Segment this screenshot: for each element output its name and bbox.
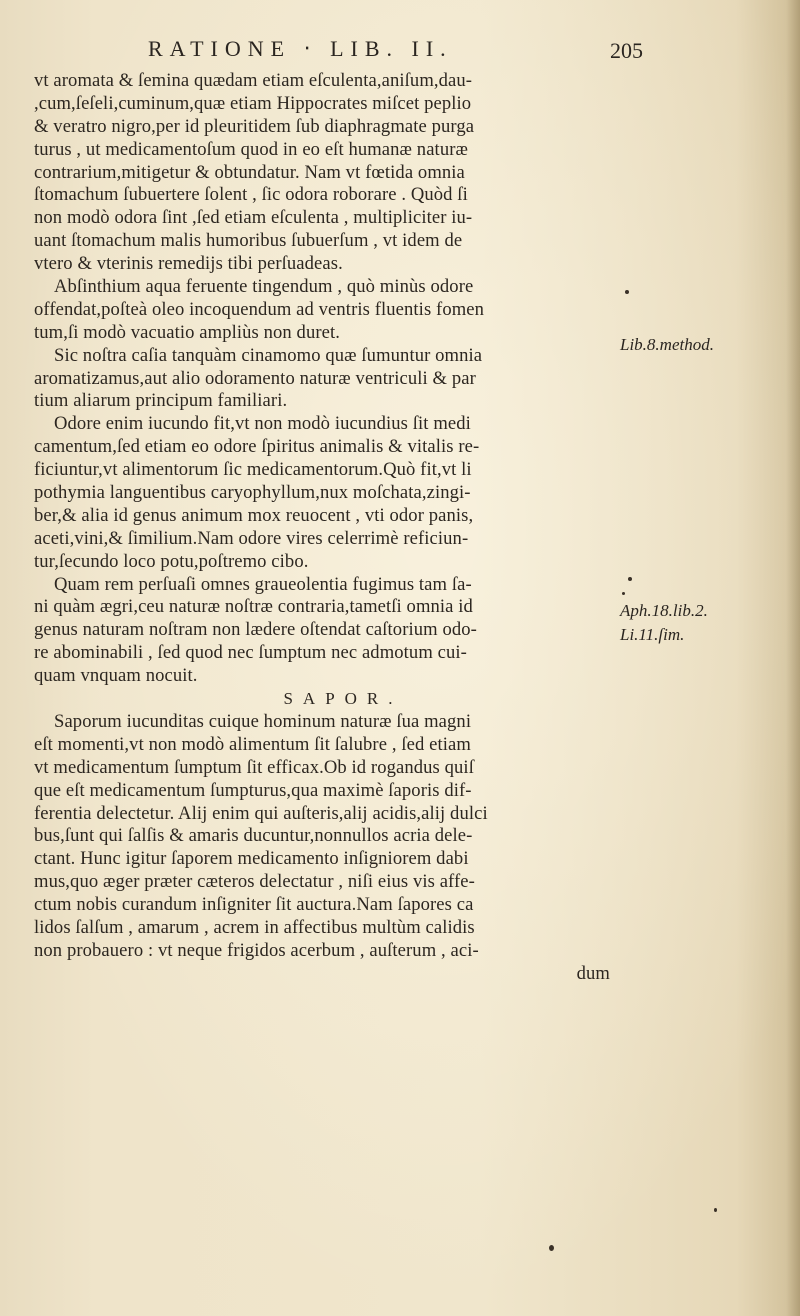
ink-speck xyxy=(549,1245,554,1251)
text-line: non probauero : vt neque frigidos acerbum , auſterum , aci- xyxy=(34,939,479,961)
text-line: ſtomachum ſubuertere ſolent , ſic odora roborare . Quòd ſi xyxy=(34,184,468,206)
text-line: re abominabili , ſed quod nec ſumptum nec admotum cui- xyxy=(34,642,467,664)
text-line: Sic noſtra caſia tanquàm cinamomo quæ ſumuntur omnia xyxy=(54,344,483,366)
ink-speck xyxy=(714,1208,717,1212)
text-line: mus,quo æger præter cæteros delectatur , niſi eius vis affe- xyxy=(34,871,475,893)
text-line: ctum nobis curandum inſigniter ſit auctura.Nam ſapores ca xyxy=(34,894,474,916)
text-line: turus , ut medicamentoſum quod in eo eſt humanæ naturæ xyxy=(34,138,469,160)
text-line: tium aliarum principum familiari. xyxy=(34,390,288,412)
catchword: dum xyxy=(576,962,610,984)
text-line: bus,ſunt qui ſalſis & amaris ducuntur,nonnullos acria dele- xyxy=(34,825,473,847)
text-line: vt aromata & ſemina quædam etiam eſculenta,aniſum,dau- xyxy=(34,70,473,91)
text-line: offendat,poſteà oleo incoquendum ad ventris fluentis fomen xyxy=(34,298,485,320)
text-line: Quam rem perſuaſi omnes graueolentia fugimus tam ſa- xyxy=(54,573,472,595)
text-line: tur,ſecundo loco potu,poſtremo cibo. xyxy=(34,550,309,572)
section-heading: SAPOR. xyxy=(283,689,403,709)
text-line: tum,ſi modò vacuatio ampliùs non duret. xyxy=(34,321,341,343)
ink-speck xyxy=(625,290,629,294)
text-line: Saporum iucunditas cuique hominum naturæ ſua magni xyxy=(54,710,472,732)
text-line: Abſinthium aqua feruente tingendum , quò minùs odore xyxy=(54,276,474,298)
page-edge-shadow xyxy=(786,0,800,1316)
marginal-note: Li.11.ſim. xyxy=(620,625,685,644)
text-line: aceti,vini,& ſimilium.Nam odore vires celerrimè reficiun- xyxy=(34,527,469,549)
text-line: ni quàm ægri,ceu naturæ noſtræ contraria,tametſi omnia id xyxy=(34,596,473,618)
text-line: contrarium,mitigetur & obtundatur. Nam vt fœtida omnia xyxy=(34,161,465,183)
text-line: eſt momenti,vt non modò alimentum ſit ſalubre , ſed etiam xyxy=(34,733,471,755)
body-text xyxy=(34,70,614,986)
ink-speck xyxy=(622,592,625,595)
text-line: pothymia languentibus caryophyllum,nux moſchata,zingi- xyxy=(34,482,471,504)
text-line: camentum,ſed etiam eo odore ſpiritus animalis & vitalis re- xyxy=(34,436,480,458)
text-line: vtero & vterinis remedijs tibi perſuadeas. xyxy=(34,253,343,275)
text-line: ferentia delectetur. Alij enim qui auſteris,alij acidis,alij dulci xyxy=(34,802,488,824)
text-line: ,cum,ſeſeli,cuminum,quæ etiam Hippocrates miſcet peplio xyxy=(34,92,472,114)
page-number: 205 xyxy=(610,38,643,63)
text-line: non modò odora ſint ,ſed etiam eſculenta , multipliciter iu- xyxy=(34,207,473,229)
text-line: ficiuntur,vt alimentorum ſic medicamentorum.Quò fit,vt li xyxy=(34,459,472,481)
running-head: RATIONE ‧ LIB. II. xyxy=(148,36,453,61)
text-line: uant ſtomachum malis humoribus ſubuerſum , vt idem de xyxy=(34,230,463,252)
text-line: aromatizamus,aut alio odoramento naturæ ventriculi & par xyxy=(34,367,476,389)
marginal-note: Lib.8.method. xyxy=(620,335,714,354)
text-line: genus naturam noſtram non lædere oſtendat caſtorium odo- xyxy=(34,619,477,641)
text-line: ctant. Hunc igitur ſaporem medicamento inſigniorem dabi xyxy=(34,848,469,870)
text-line: vt medicamentum ſumptum ſit efficax.Ob id rogandus quiſ xyxy=(34,756,474,778)
text-line: Odore enim iucundo fit,vt non modò iucundius ſit medi xyxy=(54,413,471,435)
marginal-note: Aph.18.lib.2. xyxy=(620,601,708,620)
ink-speck xyxy=(628,577,632,581)
text-line: quam vnquam nocuit. xyxy=(34,665,198,687)
text-line: & veratro nigro,per id pleuritidem ſub diaphragmate purga xyxy=(34,115,475,137)
text-line: ber,& alia id genus animum mox reuocent , vti odor panis, xyxy=(34,504,474,526)
text-line: lidos ſalſum , amarum , acrem in affectibus multùm calidis xyxy=(34,916,475,938)
text-line: que eſt medicamentum ſumpturus,qua maximè ſaporis dif- xyxy=(34,779,472,801)
